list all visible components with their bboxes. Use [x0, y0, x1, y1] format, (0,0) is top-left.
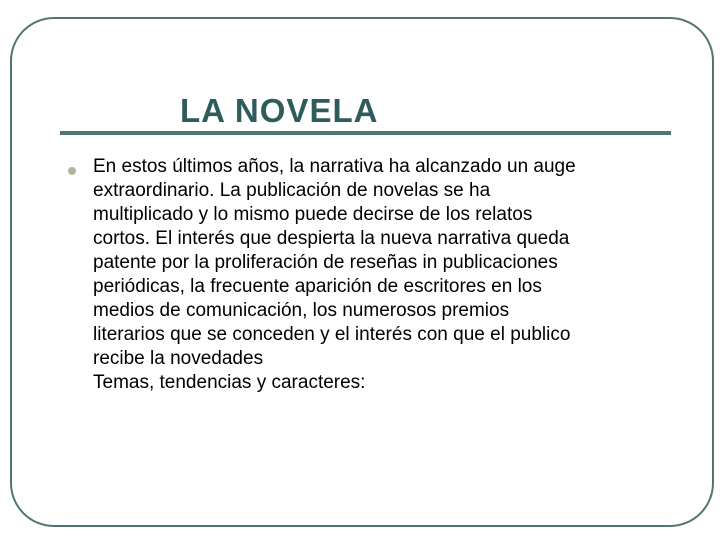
bullet-text: En estos últimos años, la narrativa ha alcanzado un auge extraordinario. La publicación de novelas se ha multiplicado y lo mismo puede decirse de los relatos cortos. El interés que despierta la nueva narrativa queda patente por la proliferación de reseñas in publicaciones periódicas, la frecuente aparición de escritores en los medios de comunicación, los numerosos premios literarios que se conceden y el interés con que el publico recibe la novedades Temas, tendencias y caracteres: [93, 156, 576, 393]
slide-title: LA NOVELA [180, 92, 379, 129]
title-underline [60, 131, 671, 135]
bullet-icon [68, 167, 76, 175]
